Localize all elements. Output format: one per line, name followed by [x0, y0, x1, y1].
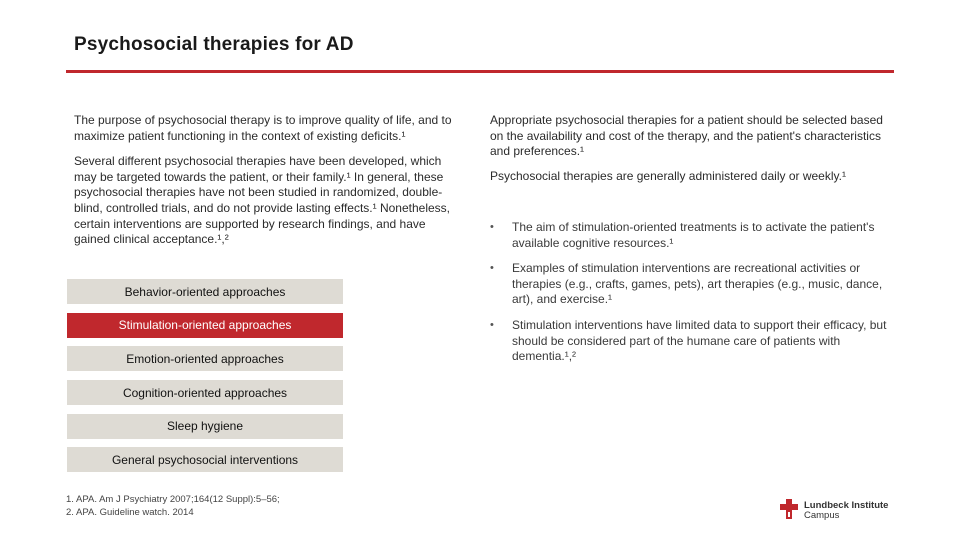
stimulation-bullet-list: [490, 220, 890, 375]
approach-behavior[interactable]: Behavior-oriented approaches: [67, 279, 343, 304]
bullet-text: The aim of stimulation-oriented treatments is to activate the patient's available cognitive resources.¹: [512, 220, 875, 250]
approach-sleep-hygiene[interactable]: Sleep hygiene: [67, 414, 343, 439]
slide-title: Psychosocial therapies for AD: [74, 34, 354, 55]
list-item: [490, 318, 890, 365]
bullet-text: Stimulation interventions have limited data to support their efficacy, but should be considered part of the humane care of patients with dementia.¹,²: [512, 317, 887, 364]
approach-emotion[interactable]: Emotion-oriented approaches: [67, 346, 343, 371]
left-paragraph-purpose: The purpose of psychosocial therapy is to improve quality of life, and to maximize patient functioning in the context of existing deficits.¹: [74, 113, 452, 143]
logo-text-line2: Campus: [804, 510, 840, 521]
approach-general[interactable]: General psychosocial interventions: [67, 447, 343, 472]
approach-cognition[interactable]: Cognition-oriented approaches: [67, 380, 343, 405]
bullet-text: Examples of stimulation interventions are recreational activities or therapies (e.g., crafts, games, pets), art therapies (e.g., music, dance, art), and exercise.¹: [512, 261, 883, 307]
approach-stimulation[interactable]: Stimulation-oriented approaches: [67, 313, 343, 338]
reference-1: 1. APA. Am J Psychiatry 2007;164(12 Suppl):5–56;: [66, 494, 280, 505]
right-paragraph-frequency: Psychosocial therapies are generally administered daily or weekly.¹: [490, 168, 846, 183]
references: [66, 493, 280, 519]
bullet-icon: •: [490, 262, 494, 275]
title-divider: [66, 70, 894, 73]
left-column: [74, 113, 464, 258]
bullet-icon: •: [490, 318, 494, 331]
logo-text-line1: Lundbeck Institute: [804, 500, 889, 511]
approach-list: [67, 279, 343, 481]
list-item: [490, 220, 890, 251]
bullet-icon: •: [490, 221, 494, 233]
right-column: [490, 113, 890, 194]
reference-2: 2. APA. Guideline watch. 2014: [66, 507, 194, 518]
list-item: [490, 261, 890, 308]
left-paragraph-developed: Several different psychosocial therapies have been developed, which may be targeted towards the patient, or their family.¹ In general, these psychosocial therapies have not been studied in randomized, double-blind, controlled trials, and do not provide lasting effects.¹ Nonetheless, certain interventions are supported by research findings, and have gained clinical acceptance.¹,²: [74, 154, 450, 247]
logo-icon: [780, 499, 798, 519]
right-paragraph-selection: Appropriate psychosocial therapies for a patient should be selected based on the availability and cost of the therapy, and the patient's characteristics and preferences.¹: [490, 113, 883, 159]
lundbeck-institute-logo: [780, 499, 896, 521]
